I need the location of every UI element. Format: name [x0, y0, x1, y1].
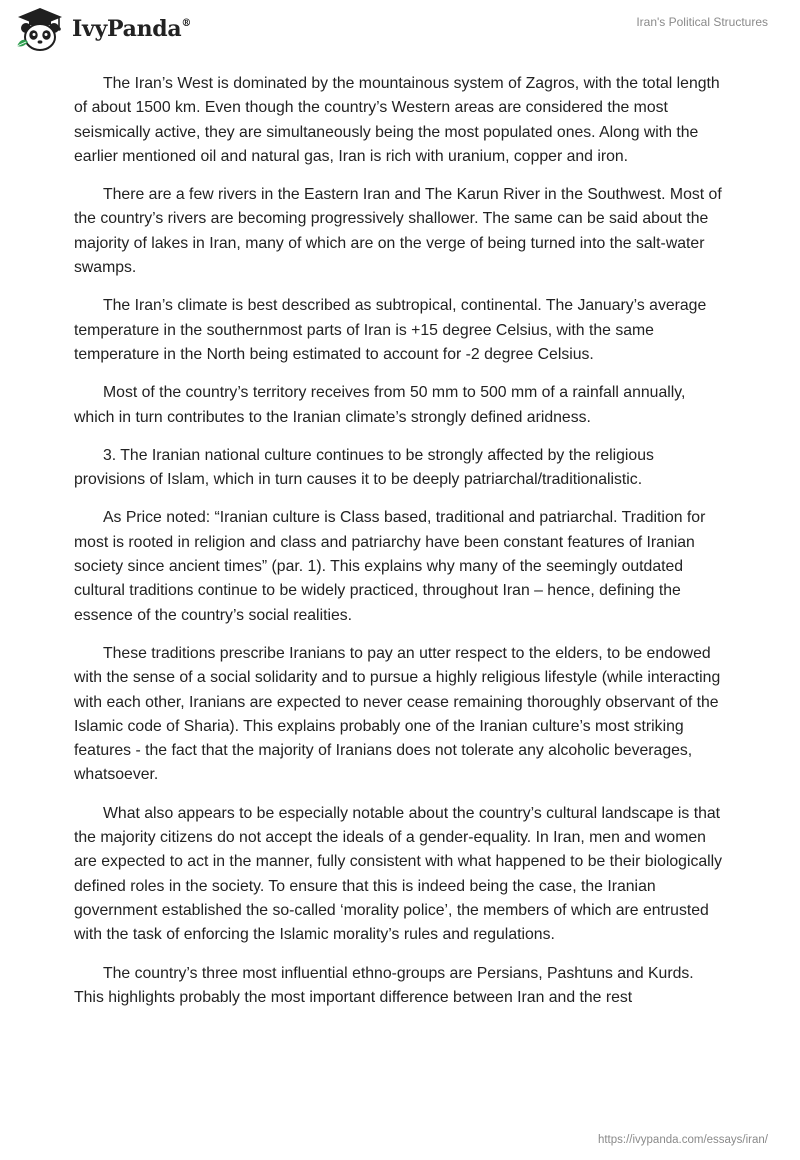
brand-name: IvyPanda®	[72, 16, 192, 42]
page-header	[0, 0, 800, 70]
panda-grad-cap-icon	[14, 6, 66, 52]
paragraph: Most of the country’s territory receives from 50 mm to 500 mm of a rainfall annually, which in turn contributes to the Iranian climate’s strongly defined aridness.	[74, 384, 686, 426]
paragraph: The country’s three most influential ethno-groups are Persians, Pashtuns and Kurds. This highlights probably the most important difference between Iran and the rest	[74, 964, 694, 1006]
paragraph: 3. The Iranian national culture continues to be strongly affected by the religious provisions of Islam, which in turn causes it to be deeply patriarchal/traditionalistic.	[74, 446, 654, 489]
paragraph: What also appears to be especially notable about the country’s cultural landscape is that the majority citizens do not accept the ideals of a gender-equality. In Iran, men and women are expected to act in the manner, fully consistent with what happened to be their biologically defined roles in the society. To ensure that this is indeed being the case, the Iranian government established the so-called ‘morality police’, the members of which are entrusted with the task of enforcing the Islamic morality’s rules and regulations.	[74, 804, 723, 944]
document-title: Iran's Political Structures	[636, 15, 768, 29]
paragraph: As Price noted: “Iranian culture is Class based, traditional and patriarchal. Tradition for most is rooted in religion and class and patriarchy have been constant features of Iranian society since ancient times” (par. 1). This explains why many of the seemingly outdated cultural traditions continue to be widely practiced, throughout Iran – hence, defining the essence of the country’s social realities.	[74, 509, 706, 624]
paragraph: The Iran’s climate is best described as subtropical, continental. The January’s average temperature in the southernmost parts of Iran is +15 degree Celsius, with the same temperature in the North being estimated to account for -2 degree Celsius.	[74, 297, 707, 363]
paragraph: These traditions prescribe Iranians to pay an utter respect to the elders, to be endowed with the sense of a social solidarity and to pursue a highly religious lifestyle (while interacting with each other, Iranians are expected to never cease remaining thoroughly observant of the Islamic code of Sharia). This explains probably one of the Iranian culture’s most striking features - the fact that the majority of Iranians does not tolerate any alcoholic beverages, whatsoever.	[74, 644, 721, 784]
paragraph: The Iran’s West is dominated by the mountainous system of Zagros, with the total length of about 1500 km. Even though the country’s Western areas are considered the most seismically active, they are simultaneously being the most populated ones. Along with the earlier mentioned oil and natural gas, Iran is rich with uranium, copper and iron.	[74, 75, 720, 165]
paragraph: There are a few rivers in the Eastern Iran and The Karun River in the Southwest. Most of the country’s rivers are becoming progressively shallower. The same can be said about the majority of lakes in Iran, many of which are on the verge of being turned into the salt-water swamps.	[74, 186, 722, 277]
source-url[interactable]: https://ivypanda.com/essays/iran/	[597, 1134, 768, 1146]
ivypanda-logo[interactable]	[14, 6, 191, 52]
essay-body	[74, 72, 724, 1024]
